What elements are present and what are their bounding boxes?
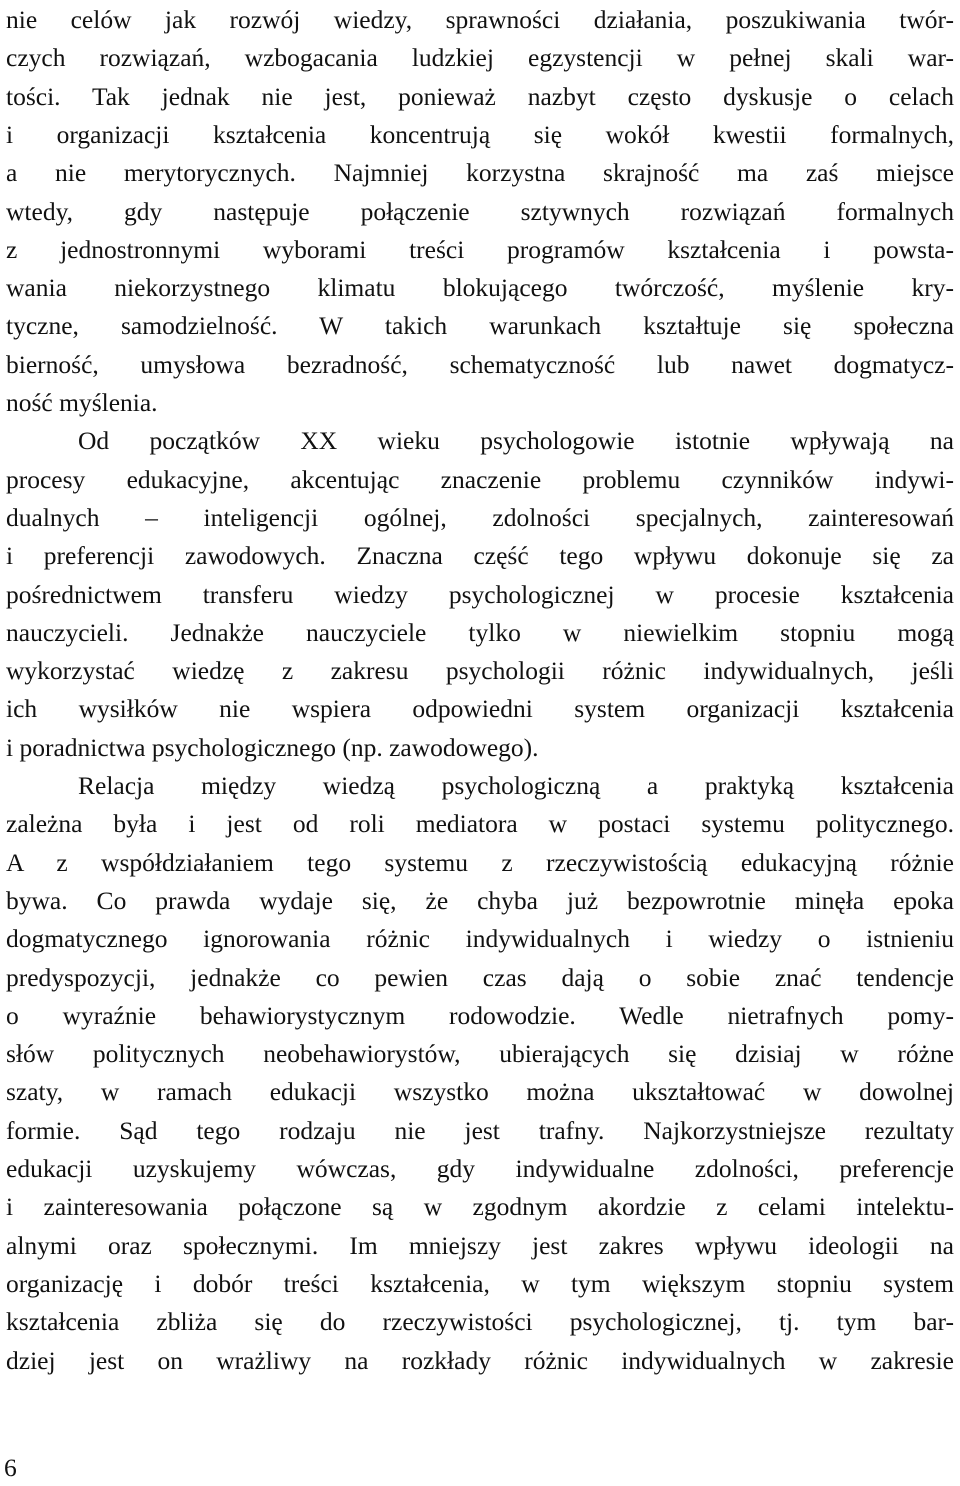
text-line: pośrednictwem transferu wiedzy psychologicznej w procesie kształcenia	[6, 579, 954, 609]
text-line: organizację i dobór treści kształcenia, w tym większym stopniu system	[6, 1268, 954, 1298]
text-line: tyczne, samodzielność. W takich warunkach kształtuje się społeczna	[6, 311, 954, 341]
text-line: wtedy, gdy następuje połączenie sztywnych rozwiązań formalnych	[6, 196, 954, 226]
text-line: bywa. Co prawda wydaje się, że chyba już bezpowrotnie minęła epoka	[6, 885, 954, 915]
text-line: ich wysiłków nie wspiera odpowiedni system organizacji kształcenia	[6, 694, 954, 724]
text-line: z jednostronnymi wyborami treści programów kształcenia i powsta-	[6, 234, 954, 264]
text-line: A z współdziałaniem tego systemu z rzeczywistością edukacyjną różnie	[6, 847, 954, 877]
text-line: szaty, w ramach edukacji wszystko można ukształtować w dowolnej	[6, 1077, 954, 1107]
text-line: i poradnictwa psychologicznego (np. zawodowego).	[6, 732, 539, 762]
text-line: zależna była i jest od roli mediatora w postaci systemu politycznego.	[6, 809, 954, 839]
text-line: nie celów jak rozwój wiedzy, sprawności działania, poszukiwania twór-	[6, 5, 954, 34]
text-line: o wyraźnie behawiorystycznym rodowodzie. Wedle nietrafnych pomy-	[6, 1000, 954, 1030]
text-line: a nie merytorycznych. Najmniej korzystna skrajność ma zaś miejsce	[6, 158, 954, 188]
text-line: procesy edukacyjne, akcentując znaczenie problemu czynników indywi-	[6, 464, 954, 494]
text-line: wykorzystać wiedzę z zakresu psychologii różnic indywidualnych, jeśli	[6, 656, 954, 686]
text-line: i preferencji zawodowych. Znaczna część tego wpływu dokonuje się za	[6, 541, 954, 571]
text-line: kształcenia zbliża się do rzeczywistości psychologicznej, tj. tym bar-	[6, 1307, 954, 1337]
text-line: wania niekorzystnego klimatu blokującego twórczość, myślenie kry-	[6, 273, 954, 303]
text-line: słów politycznych neobehawiorystów, ubierających się dzisiaj w różne	[6, 1039, 954, 1069]
text-line: Relacja między wiedzą psychologiczną a praktyką kształcenia	[78, 771, 954, 800]
text-line: tości. Tak jednak nie jest, ponieważ nazbyt często dyskusje o celach	[6, 81, 954, 111]
text-line: edukacji uzyskujemy wówczas, gdy indywidualne zdolności, preferencje	[6, 1154, 954, 1183]
text-line: alnymi oraz społecznymi. Im mniejszy jest zakres wpływu ideologii na	[6, 1230, 954, 1260]
text-line: bierność, umysłowa bezradność, schematyczność lub nawet dogmatycz-	[6, 349, 954, 379]
text-line: dziej jest on wrażliwy na rozkłady różnic indywidualnych w zakresie	[6, 1345, 954, 1375]
text-line: i zainteresowania połączone są w zgodnym akordzie z celami intelektu-	[6, 1192, 954, 1222]
text-line: formie. Sąd tego rodzaju nie jest trafny. Najkorzystniejsze rezultaty	[6, 1115, 954, 1145]
text-line: predyspozycji, jednakże co pewien czas dają o sobie znać tendencje	[6, 962, 954, 992]
text-line: Od początków XX wieku psychologowie istotnie wpływają na	[78, 426, 954, 456]
page-number: 6	[4, 1453, 17, 1482]
text-line: ność myślenia.	[6, 388, 158, 417]
text-line: czych rozwiązań, wzbogacania ludzkiej egzystencji w pełnej skali war-	[6, 43, 954, 73]
text-line: i organizacji kształcenia koncentrują się wokół kwestii formalnych,	[6, 119, 954, 149]
text-line: dogmatycznego ignorowania różnic indywidualnych i wiedzy o istnieniu	[6, 924, 954, 954]
text-line: nauczycieli. Jednakże nauczyciele tylko w niewielkim stopniu mogą	[6, 617, 954, 647]
text-line: dualnych – inteligencji ogólnej, zdolności specjalnych, zainteresowań	[6, 502, 954, 532]
